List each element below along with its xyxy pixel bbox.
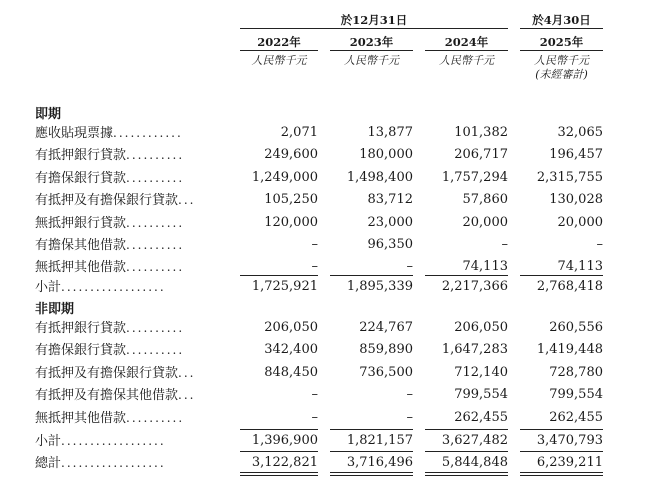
total-double-rule-a bbox=[240, 472, 318, 473]
total-double-rule-b bbox=[425, 475, 508, 476]
row-label bbox=[35, 212, 225, 235]
cell-value: 712,140 bbox=[454, 364, 508, 380]
row-label-text: 有抵押銀行貸款 bbox=[35, 321, 127, 336]
row-label bbox=[35, 276, 225, 299]
cell-value: 1,895,339 bbox=[346, 279, 413, 294]
row-label bbox=[35, 317, 225, 340]
cell-value: 2,071 bbox=[280, 125, 318, 140]
cell-value: 2,217,366 bbox=[441, 279, 508, 294]
row-label bbox=[35, 362, 225, 385]
unaudited-note: (未經審計) bbox=[535, 68, 588, 81]
total-row bbox=[0, 452, 650, 474]
row-leader-dots: .......... bbox=[126, 321, 185, 335]
cell-value: 32,065 bbox=[557, 125, 603, 140]
row-leader-dots: .................. bbox=[61, 456, 166, 470]
cell-value: 848,450 bbox=[264, 364, 318, 380]
total-double-rule-b bbox=[520, 475, 603, 476]
cell-value: 1,498,400 bbox=[346, 169, 413, 185]
header-apr30-rule bbox=[520, 28, 603, 29]
cell-value: 728,780 bbox=[549, 364, 603, 380]
noncurrent-subtotal-top-rule bbox=[240, 429, 318, 430]
row-leader-dots: .......... bbox=[126, 215, 185, 230]
cell-value: – bbox=[311, 237, 318, 252]
row-leader-dots: .......... bbox=[126, 410, 185, 425]
cell-value: – bbox=[311, 259, 318, 275]
row-label-text: 無抵押其他借款 bbox=[35, 260, 127, 276]
row-label bbox=[35, 144, 225, 167]
cell-value: 105,250 bbox=[264, 192, 318, 208]
cell-value: 2,315,755 bbox=[536, 169, 603, 185]
row-label-text: 小計 bbox=[35, 434, 62, 449]
row-label-text: 無抵押銀行貸款 bbox=[35, 215, 127, 231]
cell-value: 262,455 bbox=[454, 409, 508, 425]
table-row bbox=[0, 407, 650, 429]
table-row bbox=[0, 212, 650, 234]
row-leader-dots: .......... bbox=[126, 238, 185, 252]
current-subtotal-top-rule bbox=[520, 275, 603, 276]
cell-value: 74,113 bbox=[557, 259, 603, 275]
table-row bbox=[0, 234, 650, 256]
noncurrent-subtotal-top-rule bbox=[425, 429, 508, 430]
cell-value: 859,890 bbox=[359, 342, 413, 358]
row-leader-dots: ... bbox=[178, 365, 196, 380]
cell-value: 206,050 bbox=[454, 320, 508, 335]
header-dec31: 於12月31日 bbox=[340, 13, 408, 27]
row-label bbox=[35, 189, 225, 212]
cell-value: 13,877 bbox=[367, 125, 413, 140]
cell-value: 5,844,848 bbox=[441, 455, 508, 470]
current-subtotal-top-rule bbox=[240, 275, 318, 276]
year-rule-1 bbox=[240, 50, 318, 51]
cell-value: 260,556 bbox=[549, 320, 603, 335]
cell-value: 120,000 bbox=[264, 214, 318, 230]
table-row bbox=[0, 384, 650, 406]
row-label-text: 有抵押及有擔保銀行貸款 bbox=[35, 365, 179, 381]
year-2024: 2024年 bbox=[444, 35, 489, 49]
year-rule-3 bbox=[425, 50, 508, 51]
row-label-text: 有擔保銀行貸款 bbox=[35, 343, 127, 359]
noncurrent-subtotal-top-rule bbox=[330, 429, 413, 430]
row-leader-dots: .......... bbox=[126, 170, 185, 185]
section-current-title: 即期 bbox=[35, 107, 62, 122]
year-2025: 2025年 bbox=[539, 35, 584, 49]
cell-value: 3,627,482 bbox=[441, 433, 508, 448]
subtotal-row bbox=[0, 276, 650, 298]
cell-value: – bbox=[501, 237, 508, 252]
total-top-rule bbox=[240, 451, 318, 452]
total-top-rule bbox=[330, 451, 413, 452]
section-noncurrent-title: 非即期 bbox=[35, 302, 75, 317]
row-label-text: 有抵押及有擔保其他借款 bbox=[35, 388, 179, 404]
cell-value: – bbox=[406, 259, 413, 275]
row-label-text: 有擔保其他借款 bbox=[35, 238, 127, 253]
cell-value: 83,712 bbox=[367, 192, 413, 208]
row-label bbox=[35, 430, 225, 453]
cell-value: – bbox=[406, 409, 413, 425]
cell-value: – bbox=[311, 387, 318, 403]
row-label bbox=[35, 407, 225, 430]
cell-value: 1,725,921 bbox=[251, 279, 318, 294]
row-label-text: 應收貼現票據 bbox=[35, 126, 114, 141]
row-leader-dots: .......... bbox=[126, 260, 185, 275]
cell-value: 101,382 bbox=[454, 125, 508, 140]
cell-value: 23,000 bbox=[367, 214, 413, 230]
unit-2025: 人民幣千元 bbox=[534, 54, 589, 67]
row-label bbox=[35, 167, 225, 190]
table-row bbox=[0, 144, 650, 166]
unit-2023: 人民幣千元 bbox=[344, 54, 399, 67]
row-leader-dots: .......... bbox=[126, 148, 185, 163]
noncurrent-subtotal-top-rule bbox=[520, 429, 603, 430]
header-dec31-rule bbox=[240, 28, 508, 29]
row-leader-dots: .......... bbox=[126, 343, 185, 358]
year-rule-4 bbox=[520, 50, 603, 51]
cell-value: 224,767 bbox=[359, 320, 413, 335]
row-leader-dots: .................. bbox=[61, 280, 166, 294]
table-row bbox=[0, 167, 650, 189]
table-row bbox=[0, 362, 650, 384]
cell-value: 20,000 bbox=[557, 214, 603, 230]
cell-value: 196,457 bbox=[549, 147, 603, 163]
row-leader-dots: ... bbox=[178, 193, 196, 208]
year-2023: 2023年 bbox=[349, 35, 394, 49]
year-2022: 2022年 bbox=[257, 35, 301, 49]
table-row bbox=[0, 122, 650, 144]
row-label bbox=[35, 452, 225, 475]
cell-value: 1,249,000 bbox=[251, 169, 318, 185]
total-top-rule bbox=[520, 451, 603, 452]
row-leader-dots: ............ bbox=[113, 126, 183, 140]
row-leader-dots: ... bbox=[178, 388, 196, 403]
total-double-rule-b bbox=[240, 475, 318, 476]
cell-value: 3,122,821 bbox=[251, 455, 318, 470]
cell-value: 262,455 bbox=[549, 409, 603, 425]
row-label bbox=[35, 339, 225, 362]
cell-value: 736,500 bbox=[359, 364, 413, 380]
total-double-rule-a bbox=[330, 472, 413, 473]
cell-value: 1,396,900 bbox=[251, 433, 318, 448]
cell-value: 206,050 bbox=[264, 320, 318, 335]
unit-2024: 人民幣千元 bbox=[439, 54, 494, 67]
row-label bbox=[35, 384, 225, 407]
cell-value: 1,647,283 bbox=[441, 342, 508, 358]
year-rule-2 bbox=[330, 50, 413, 51]
total-top-rule bbox=[425, 451, 508, 452]
cell-value: 1,821,157 bbox=[346, 433, 413, 448]
subtotal-row bbox=[0, 430, 650, 452]
row-label-text: 小計 bbox=[35, 280, 62, 295]
cell-value: 206,717 bbox=[454, 147, 508, 163]
cell-value: 1,757,294 bbox=[441, 169, 508, 185]
total-double-rule-a bbox=[520, 472, 603, 473]
cell-value: 74,113 bbox=[462, 259, 508, 275]
cell-value: 1,419,448 bbox=[536, 342, 603, 358]
cell-value: 3,716,496 bbox=[346, 455, 413, 470]
row-label bbox=[35, 234, 225, 257]
cell-value: 96,350 bbox=[367, 237, 413, 252]
current-subtotal-top-rule bbox=[425, 275, 508, 276]
current-subtotal-top-rule bbox=[330, 275, 413, 276]
row-label-text: 有抵押銀行貸款 bbox=[35, 148, 127, 164]
table-row bbox=[0, 339, 650, 361]
table-row bbox=[0, 189, 650, 211]
row-label-text: 有抵押及有擔保銀行貸款 bbox=[35, 193, 179, 209]
total-double-rule-a bbox=[425, 472, 508, 473]
cell-value: 249,600 bbox=[264, 147, 318, 163]
row-label-text: 無抵押其他借款 bbox=[35, 410, 127, 426]
cell-value: 180,000 bbox=[359, 147, 413, 163]
cell-value: 2,768,418 bbox=[536, 279, 603, 294]
cell-value: – bbox=[406, 387, 413, 403]
row-leader-dots: .................. bbox=[61, 434, 166, 448]
cell-value: 3,470,793 bbox=[536, 433, 603, 448]
cell-value: 20,000 bbox=[462, 214, 508, 230]
cell-value: – bbox=[596, 237, 603, 252]
header-apr30: 於4月30日 bbox=[532, 13, 591, 27]
total-double-rule-b bbox=[330, 475, 413, 476]
row-label bbox=[35, 122, 225, 145]
cell-value: 57,860 bbox=[462, 192, 508, 208]
row-label-text: 總計 bbox=[35, 456, 62, 471]
cell-value: 342,400 bbox=[264, 342, 318, 358]
row-label-text: 有擔保銀行貸款 bbox=[35, 170, 127, 186]
cell-value: 6,239,211 bbox=[536, 455, 603, 470]
cell-value: – bbox=[311, 409, 318, 425]
cell-value: 130,028 bbox=[549, 192, 603, 208]
table-row bbox=[0, 317, 650, 339]
unit-2022: 人民幣千元 bbox=[251, 54, 307, 67]
cell-value: 799,554 bbox=[454, 387, 508, 403]
cell-value: 799,554 bbox=[549, 387, 603, 403]
